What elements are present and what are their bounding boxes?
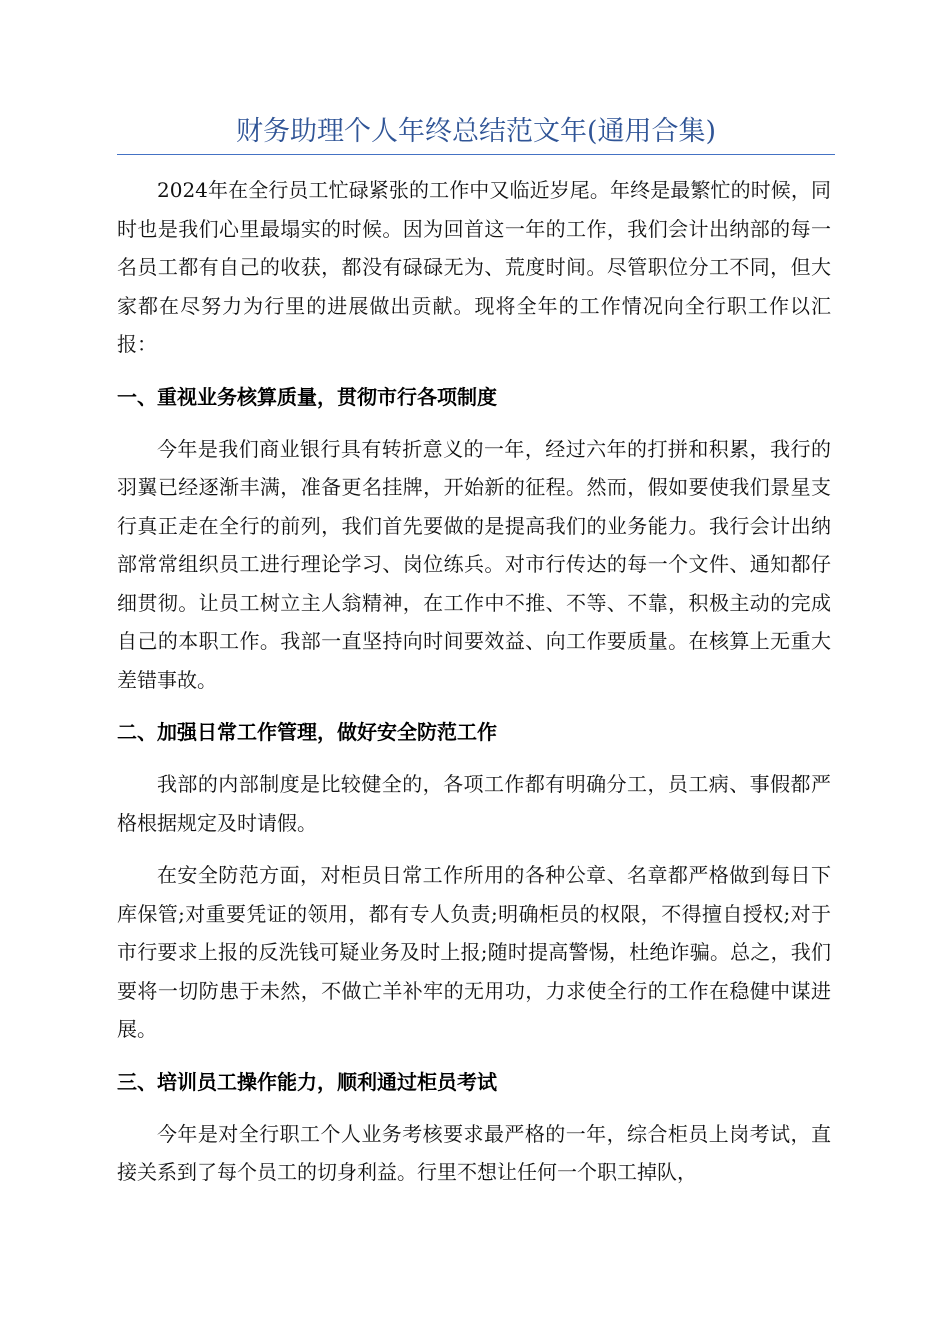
section-heading-1: 一、重视业务核算质量，贯彻市行各项制度	[117, 384, 497, 409]
section-3-paragraph-1: 今年是对全行职工个人业务考核要求最严格的一年，综合柜员上岗考试，直接关系到了每个员工的切身利益。行里不想让任何一个职工掉队，	[117, 1121, 831, 1184]
section-heading-2: 二、加强日常工作管理，做好安全防范工作	[117, 720, 497, 744]
document-body	[117, 171, 831, 1206]
section-2-paragraph-1: 我部的内部制度是比较健全的，各项工作都有明确分工，员工病、事假都严格根据规定及时请假。	[117, 772, 831, 835]
section-2-paragraph-2: 在安全防范方面，对柜员日常工作所用的各种公章、名章都严格做到每日下库保管;对重要凭证的领用，都有专人负责;明确柜员的权限，不得擅自授权;对于市行要求上报的反洗钱可疑业务及时上报;随时提高警惕，杜绝诈骗。总之，我们要将一切防患于未然，不做亡羊补牢的无用功，力求使全行的工作在稳健中谋进展。	[117, 863, 831, 1041]
section-1-paragraph-1: 今年是我们商业银行具有转折意义的一年，经过六年的打拼和积累，我行的羽翼已经逐渐丰满，准备更名挂牌，开始新的征程。然而，假如要使我们景星支行真正走在全行的前列，我们首先要做的是提高我们的业务能力。我行会计出纳部常常组织员工进行理论学习、岗位练兵。对市行传达的每一个文件、通知都仔细贯彻。让员工树立主人翁精神，在工作中不推、不等、不靠，积极主动的完成自己的本职工作。我部一直坚持向时间要效益、向工作要质量。在核算上无重大差错事故。	[117, 436, 831, 692]
title-underline	[117, 154, 835, 155]
intro-paragraph: 2024年在全行员工忙碌紧张的工作中又临近岁尾。年终是最繁忙的时候，同时也是我们心里最塌实的时候。因为回首这一年的工作，我们会计出纳部的每一名员工都有自己的收获，都没有碌碌无为、荒度时间。尽管职位分工不同，但大家都在尽努力为行里的进展做出贡献。现将全年的工作情况向全行职工作以汇报：	[117, 178, 831, 356]
document-title: 财务助理个人年终总结范文年(通用合集)	[235, 116, 717, 147]
section-heading-3: 三、培训员工操作能力，顺利通过柜员考试	[117, 1069, 497, 1094]
